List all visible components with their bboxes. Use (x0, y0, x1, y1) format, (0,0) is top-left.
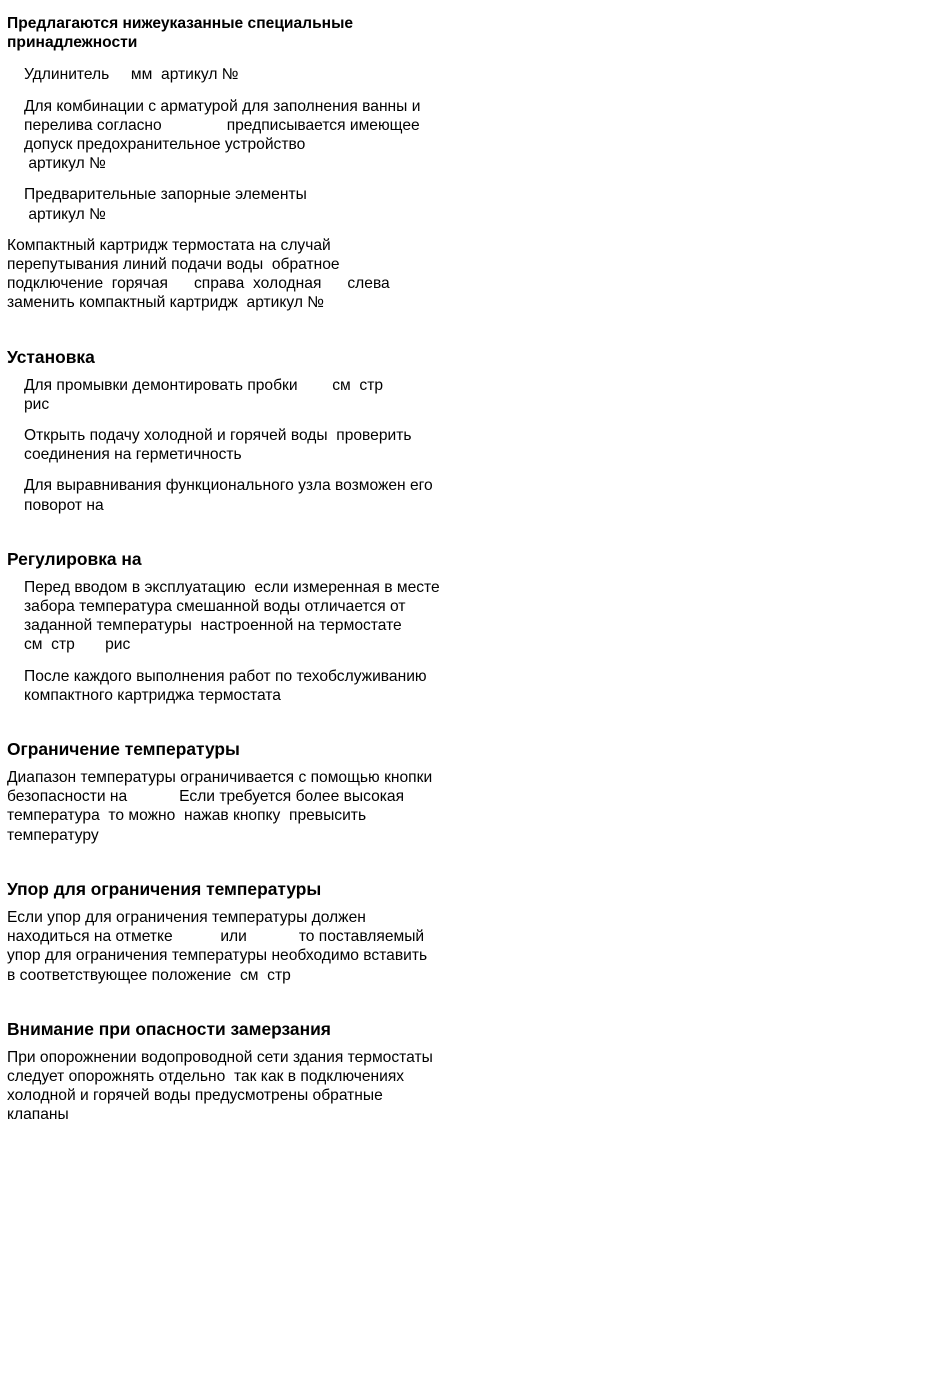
stop-heading: Упор для ограничения температуры (7, 878, 322, 899)
text-line: Открыть подачу холодной и горячей воды проверить (24, 427, 412, 445)
text-line: температура то можно нажав кнопку превысить (7, 807, 367, 825)
text-line: перепутывания линий подачи воды обратное (7, 256, 340, 274)
text-line: допуск предохранительное устройство (24, 136, 306, 154)
text-line: Диапазон температуры ограничивается с помощью кнопки (7, 769, 433, 787)
text-line: рис (24, 395, 50, 413)
text-line: безопасности на Если требуется более высокая (7, 788, 405, 806)
accessory-extension: Удлинитель мм артикул № (24, 66, 239, 84)
text-line: При опорожнении водопроводной сети здания термостаты (7, 1048, 433, 1066)
text-line: После каждого выполнения работ по техобслуживанию (24, 667, 427, 685)
text-line: находиться на отметке или то поставляемый (7, 928, 425, 946)
text-line: соединения на герметичность (24, 446, 242, 464)
text-line: см стр рис (24, 636, 131, 654)
text-line: Для выравнивания функционального узла возможен его (24, 477, 433, 495)
text-line: заданной температуры настроенной на термостате (24, 617, 402, 635)
text-line: в соответствующее положение см стр (7, 966, 291, 984)
text-line: артикул № (24, 155, 106, 173)
text-line: перелива согласно предписывается имеющее (24, 116, 420, 134)
adjust-step-commissioning (24, 578, 477, 655)
accessory-safety-device (24, 97, 477, 174)
text-line: температуру (7, 826, 99, 844)
text-line: Компактный картридж термостата на случай (7, 236, 331, 254)
text-line: Предварительные запорные элементы (24, 186, 307, 204)
limit-heading: Ограничение температуры (7, 739, 240, 760)
cartridge-paragraph (7, 236, 477, 313)
frost-heading: Внимание при опасности замерзания (7, 1018, 331, 1039)
text-line: поворот на (24, 496, 104, 514)
text-line: Перед вводом в эксплуатацию если измеренная в месте (24, 578, 440, 596)
text-line: забора температура смешанной воды отличается от (24, 598, 406, 616)
frost-paragraph (7, 1048, 477, 1125)
text-line: Если упор для ограничения температуры должен (7, 908, 366, 926)
limit-paragraph (7, 768, 477, 845)
adjust-step-maintenance (24, 667, 477, 705)
text-line: упор для ограничения температуры необходимо вставить (7, 947, 428, 965)
text-line: артикул № (24, 205, 106, 223)
install-heading: Установка (7, 346, 95, 367)
text-line: компактного картриджа термостата (24, 686, 281, 704)
adjust-heading: Регулировка на (7, 548, 142, 569)
install-step-align (24, 476, 477, 514)
text-line: заменить компактный картридж артикул № (7, 294, 324, 312)
stop-paragraph (7, 908, 477, 985)
install-step-open-water (24, 426, 477, 464)
text-line: подключение горячая справа холодная слева (7, 275, 390, 293)
document-page (7, 14, 477, 1125)
text-line: следует опорожнять отдельно так как в подключениях (7, 1067, 405, 1085)
text-line: Для комбинации с арматурой для заполнения ванны и (24, 97, 421, 115)
text-line: клапаны (7, 1106, 69, 1124)
accessories-heading: Предлагаются нижеуказанные специальные принадлежности (7, 15, 354, 52)
install-step-flush (24, 376, 477, 414)
accessory-shutoff-elements (24, 185, 477, 223)
text-line: холодной и горячей воды предусмотрены обратные (7, 1087, 383, 1105)
text-line: Для промывки демонтировать пробки см стр (24, 376, 384, 394)
